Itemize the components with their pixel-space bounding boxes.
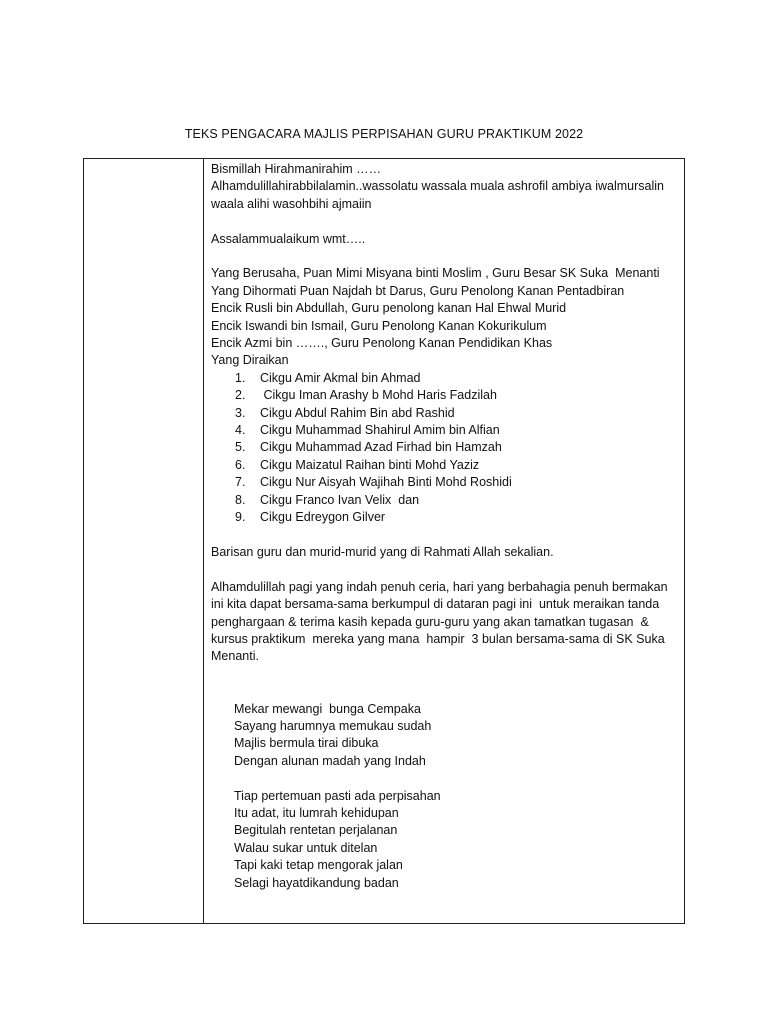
poem-line: Itu adat, itu lumrah kehidupan bbox=[234, 805, 399, 820]
list-item bbox=[211, 492, 678, 509]
salutation-line: Encik Rusli bin Abdullah, Guru penolong kanan Hal Ehwal Murid bbox=[211, 301, 567, 316]
poem-line: Mekar mewangi bunga Cempaka bbox=[234, 701, 421, 716]
greeting-line: Assalammualaikum wmt….. bbox=[211, 231, 366, 246]
poem-line: Begitulah rentetan perjalanan bbox=[234, 823, 398, 838]
poem-line: Dengan alunan madah yang Indah bbox=[234, 753, 426, 768]
list-number: 1. bbox=[235, 370, 246, 385]
honoree-name: Cikgu Maizatul Raihan binti Mohd Yaziz bbox=[260, 457, 480, 472]
honoree-name: Cikgu Muhammad Shahirul Amim bin Alfian bbox=[260, 423, 500, 438]
honoree-name: Cikgu Iman Arashy b Mohd Haris Fadzilah bbox=[260, 388, 497, 403]
welcome-line: penghargaan & terima kasih kepada guru-guru yang akan tamatkan tugasan & bbox=[211, 614, 649, 629]
audience-line: Barisan guru dan murid-murid yang di Rahmati Allah sekalian. bbox=[211, 544, 554, 559]
list-item bbox=[211, 509, 678, 526]
list-item bbox=[211, 457, 678, 474]
salutation-line: Encik Azmi bin ……., Guru Penolong Kanan Pendidikan Khas bbox=[211, 336, 553, 351]
honoree-name: Cikgu Franco Ivan Velix dan bbox=[260, 492, 420, 507]
salutation-line: Encik Iswandi bin Ismail, Guru Penolong Kanan Kokurikulum bbox=[211, 318, 547, 333]
list-number: 8. bbox=[235, 492, 246, 507]
list-item bbox=[211, 474, 678, 491]
document-title: TEKS PENGACARA MAJLIS PERPISAHAN GURU PRAKTIKUM 2022 bbox=[184, 127, 584, 141]
list-item bbox=[211, 422, 678, 439]
welcome-line: Alhamdulillah pagi yang indah penuh ceria, hari yang berbahagia penuh bermakan bbox=[211, 579, 668, 594]
poem-line: Selagi hayatdikandung badan bbox=[234, 875, 399, 890]
welcome-line: ini kita dapat bersama-sama berkumpul di dataran pagi ini untuk meraikan tanda bbox=[211, 597, 660, 612]
salutation-line: Yang Diraikan bbox=[211, 353, 289, 368]
poem-line: Majlis bermula tirai dibuka bbox=[234, 736, 379, 751]
list-number: 5. bbox=[235, 440, 246, 455]
list-item bbox=[211, 387, 678, 404]
poem-line: Tapi kaki tetap mengorak jalan bbox=[234, 858, 403, 873]
opening-line: Alhamdulillahirabbilalamin..wassolatu wassala muala ashrofil ambiya iwalmursalin bbox=[211, 179, 664, 194]
list-item bbox=[211, 370, 678, 387]
poem-stanza-1 bbox=[211, 701, 678, 771]
salutation-line: Yang Dihormati Puan Najdah bt Darus, Guru Penolong Kanan Pentadbiran bbox=[211, 283, 625, 298]
table-right-cell bbox=[204, 159, 684, 923]
list-number: 9. bbox=[235, 510, 246, 525]
poem-line: Walau sukar untuk ditelan bbox=[234, 840, 378, 855]
honoree-name: Cikgu Amir Akmal bin Ahmad bbox=[260, 370, 421, 385]
opening-line: Bismillah Hirahmanirahim …… bbox=[211, 162, 382, 176]
list-number: 7. bbox=[235, 475, 246, 490]
poem-line: Tiap pertemuan pasti ada perpisahan bbox=[234, 788, 441, 803]
honoree-list bbox=[211, 370, 678, 527]
honoree-name: Cikgu Muhammad Azad Firhad bin Hamzah bbox=[260, 440, 502, 455]
honoree-name: Cikgu Nur Aisyah Wajihah Binti Mohd Roshidi bbox=[260, 475, 512, 490]
list-number: 2. bbox=[235, 388, 246, 403]
table-left-cell bbox=[84, 159, 204, 923]
list-item bbox=[211, 405, 678, 422]
poem-stanza-2 bbox=[211, 788, 678, 892]
opening-line: waala alihi wasohbihi ajmaiin bbox=[211, 196, 372, 211]
list-item bbox=[211, 439, 678, 456]
salutation-line: Yang Berusaha, Puan Mimi Misyana binti Moslim , Guru Besar SK Suka Menanti bbox=[211, 266, 660, 281]
poem-line: Sayang harumnya memukau sudah bbox=[234, 718, 432, 733]
script-table bbox=[83, 158, 685, 924]
honoree-name: Cikgu Edreygon Gilver bbox=[260, 510, 386, 525]
list-number: 4. bbox=[235, 423, 246, 438]
honoree-name: Cikgu Abdul Rahim Bin abd Rashid bbox=[260, 405, 455, 420]
welcome-line: Menanti. bbox=[211, 649, 259, 664]
welcome-line: kursus praktikum mereka yang mana hampir 3 bulan bersama-sama di SK Suka bbox=[211, 631, 665, 646]
list-number: 6. bbox=[235, 457, 246, 472]
list-number: 3. bbox=[235, 405, 246, 420]
